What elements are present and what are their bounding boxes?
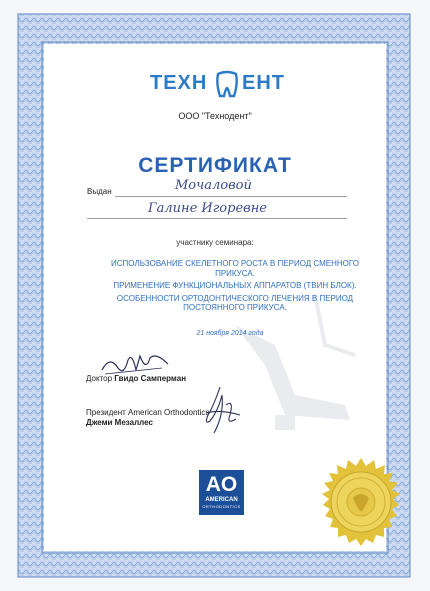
technodent-logo — [150, 70, 310, 98]
certificate-title: СЕРТИФИКАТ — [138, 154, 292, 177]
recipient-surname: Мочаловой — [175, 178, 252, 193]
recipient-name: Галине Игоревне — [148, 201, 267, 216]
gold-seal — [316, 457, 406, 547]
company-name: ООО "Технодент" — [178, 111, 252, 121]
president-name: Джеми Мезаллес — [86, 418, 153, 427]
ao-line2: ORTHODONTICS — [202, 504, 241, 509]
logo-text-left: ТЕХН — [150, 72, 208, 94]
seminar-topics — [100, 259, 370, 316]
recipient-surname-line — [115, 196, 347, 197]
president-title: Президент American Orthodontics — [86, 408, 210, 417]
topic-item: ИСПОЛЬЗОВАНИЕ СКЕЛЕТНОГО РОСТА В ПЕРИОД СМЕННОГО ПРИКУСА. — [111, 259, 359, 278]
tooth-icon — [214, 70, 240, 98]
ao-letters: AO — [205, 473, 238, 496]
american-orthodontics-logo — [199, 470, 244, 515]
doctor-line — [86, 374, 186, 383]
topic-item: ПРИМЕНЕНИЕ ФУНКЦИОНАЛЬНЫХ АППАРАТОВ (ТВИН БЛОК). — [113, 281, 357, 290]
participant-label: участнику семинара: — [176, 238, 254, 247]
doctor-prefix: Доктор — [86, 374, 113, 383]
logo-text-right: ЕНТ — [242, 72, 285, 94]
ao-line1: AMERICAN — [205, 497, 238, 503]
seminar-date: 21 ноября 2014 года — [196, 330, 264, 337]
issued-label: Выдан — [87, 187, 112, 196]
recipient-name-line — [87, 218, 347, 219]
doctor-name: Гвидо Самперман — [114, 374, 187, 383]
topic-item: ОСОБЕННОСТИ ОРТОДОНТИЧЕСКОГО ЛЕЧЕНИЯ В ПЕРИОД ПОСТОЯННОГО ПРИКУСА. — [116, 293, 354, 312]
